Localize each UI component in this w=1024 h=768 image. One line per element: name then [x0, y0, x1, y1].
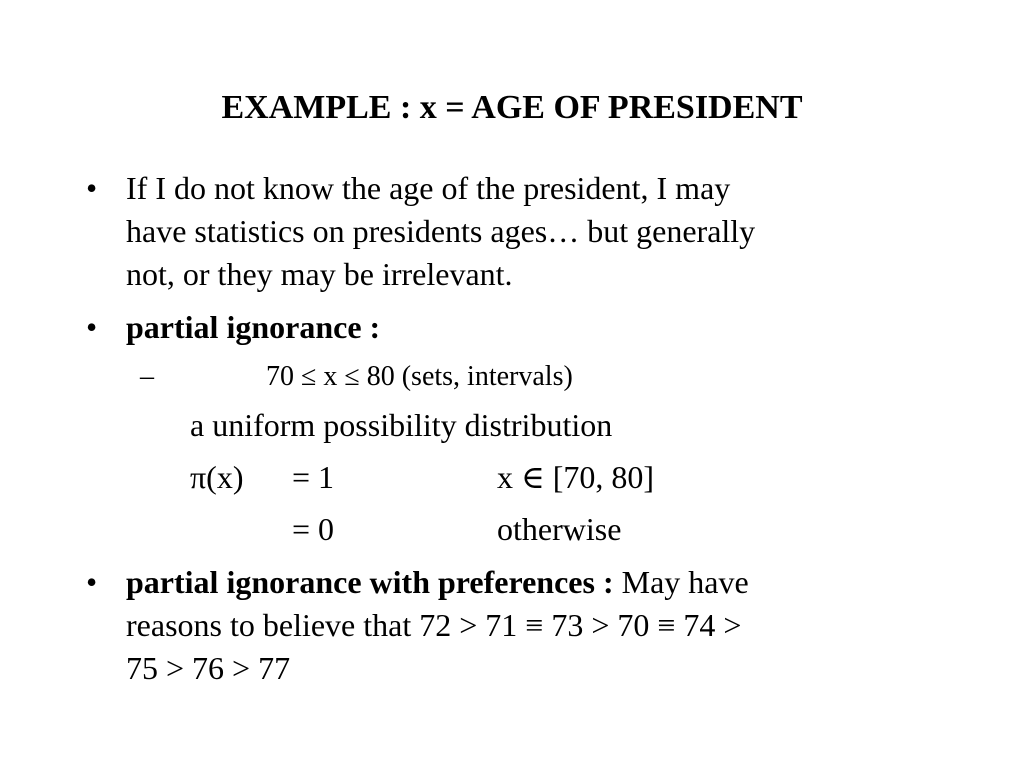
- sub-bullet-interval: 70 ≤ x ≤ 80 (sets, intervals): [266, 361, 573, 392]
- bullet-marker: •: [86, 170, 98, 206]
- bullet1-line2: have statistics on presidents ages… but generally: [126, 213, 756, 249]
- bullet3-label: partial ignorance with preferences :: [126, 564, 614, 600]
- distribution-condition-interval: x ∈ [70, 80]: [497, 459, 654, 495]
- distribution-value-one: = 1: [292, 459, 335, 495]
- bullet3-line3: 75 > 76 > 77: [126, 650, 291, 686]
- distribution-caption: a uniform possibility distribution: [190, 407, 613, 443]
- bullet3-line2: reasons to believe that 72 > 71 ≡ 73 > 70 ≡ 74 >: [126, 607, 742, 643]
- bullet2-label: partial ignorance :: [126, 309, 381, 345]
- slide-title: EXAMPLE : x = AGE OF PRESIDENT: [221, 89, 803, 126]
- bullet1-line1: If I do not know the age of the president, I may: [126, 170, 731, 206]
- bullet1-line3: not, or they may be irrelevant.: [126, 256, 513, 292]
- bullet-marker: •: [86, 309, 98, 345]
- sub-bullet-dash: –: [140, 361, 154, 392]
- bullet-marker: •: [86, 564, 98, 600]
- bullet3-line1-rest: May have: [613, 564, 749, 600]
- distribution-value-zero: = 0: [292, 511, 335, 547]
- distribution-condition-otherwise: otherwise: [497, 511, 622, 547]
- distribution-function: π(x): [190, 459, 244, 495]
- bullet3-line1: [126, 561, 749, 603]
